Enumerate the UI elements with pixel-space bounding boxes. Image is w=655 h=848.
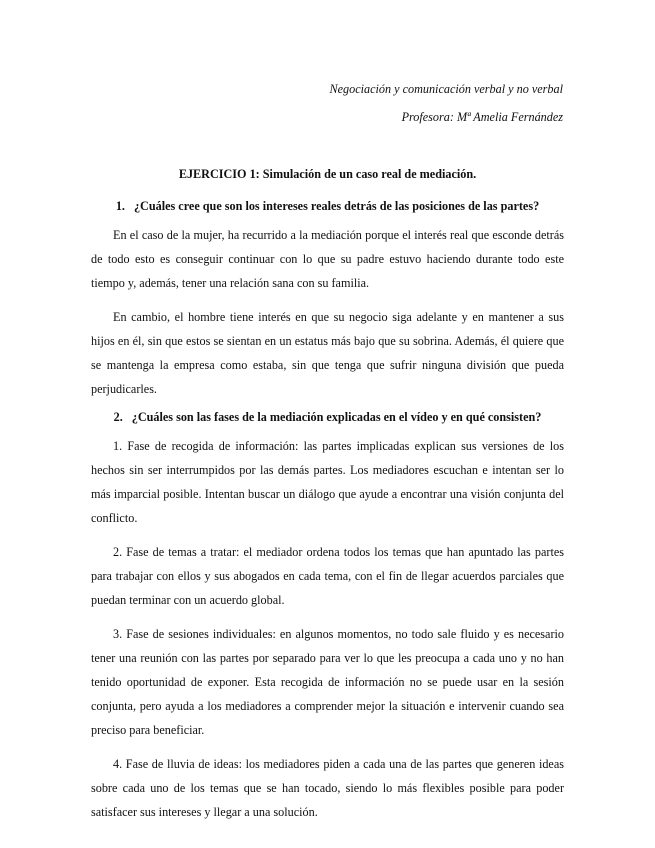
question-2-text: ¿Cuáles son las fases de la mediación explicadas en el vídeo y en qué consisten? <box>131 410 542 424</box>
phase-4-paragraph: 4. Fase de lluvia de ideas: los mediadores piden a cada una de las partes que generen ideas sobre cada uno de los temas que se han tocado, siendo lo más flexibles posible para poder satisfacer sus intereses y llegar a una solución. <box>91 757 564 819</box>
answer-1-paragraph-1: En el caso de la mujer, ha recurrido a la mediación porque el interés real que esconde detrás de todo esto es conseguir continuar con lo que su padre estuvo haciendo durante todo este tiempo y, además, tener una relación sana con su familia. <box>91 228 564 290</box>
answer-1-paragraph-2: En cambio, el hombre tiene interés en que su negocio siga adelante y en mantener a sus hijos en él, sin que estos se sientan en un estatus más bajo que su sobrina. Además, él quiere que se mantenga la empresa como estaba, sin que tenga que sufrir ninguna división que pueda perjudicarles. <box>91 310 564 396</box>
question-1-number: 1. <box>115 199 125 213</box>
course-header: Negociación y comunicación verbal y no verbal <box>329 82 563 96</box>
teacher-header: Profesora: Mª Amelia Fernández <box>401 110 563 124</box>
document-body <box>91 166 564 834</box>
question-2-number: 2. <box>113 410 123 424</box>
question-1-heading <box>91 198 564 214</box>
exercise-title: EJERCICIO 1: Simulación de un caso real de mediación. <box>178 167 477 181</box>
phase-3-paragraph: 3. Fase de sesiones individuales: en algunos momentos, no todo sale fluido y es necesario tener una reunión con las partes por separado para ver lo que les preocupa a cada uno y no han tenido oportunidad de exponer. Esta recogida de información no se puede usar en la sesión conjunta, pero ayuda a los mediadores a comprender mejor la situación e intervenir cuando sea preciso para beneficiar. <box>91 627 564 737</box>
phase-1-paragraph: 1. Fase de recogida de información: las partes implicadas explican sus versiones de los hechos sin ser interrumpidos por las demás partes. Los mediadores escuchan e intentan ser lo más imparcial posible. Intentan buscar un diálogo que ayude a encontrar una visión conjunta del conflicto. <box>91 439 564 525</box>
phase-2-paragraph: 2. Fase de temas a tratar: el mediador ordena todos los temas que han apuntado las partes para trabajar con ellos y sus abogados en cada tema, con el fin de llegar acuerdos parciales que puedan terminar con un acuerdo global. <box>91 545 564 607</box>
question-2-heading <box>91 409 564 425</box>
question-1-text: ¿Cuáles cree que son los intereses reales detrás de las posiciones de las partes? <box>133 199 540 213</box>
